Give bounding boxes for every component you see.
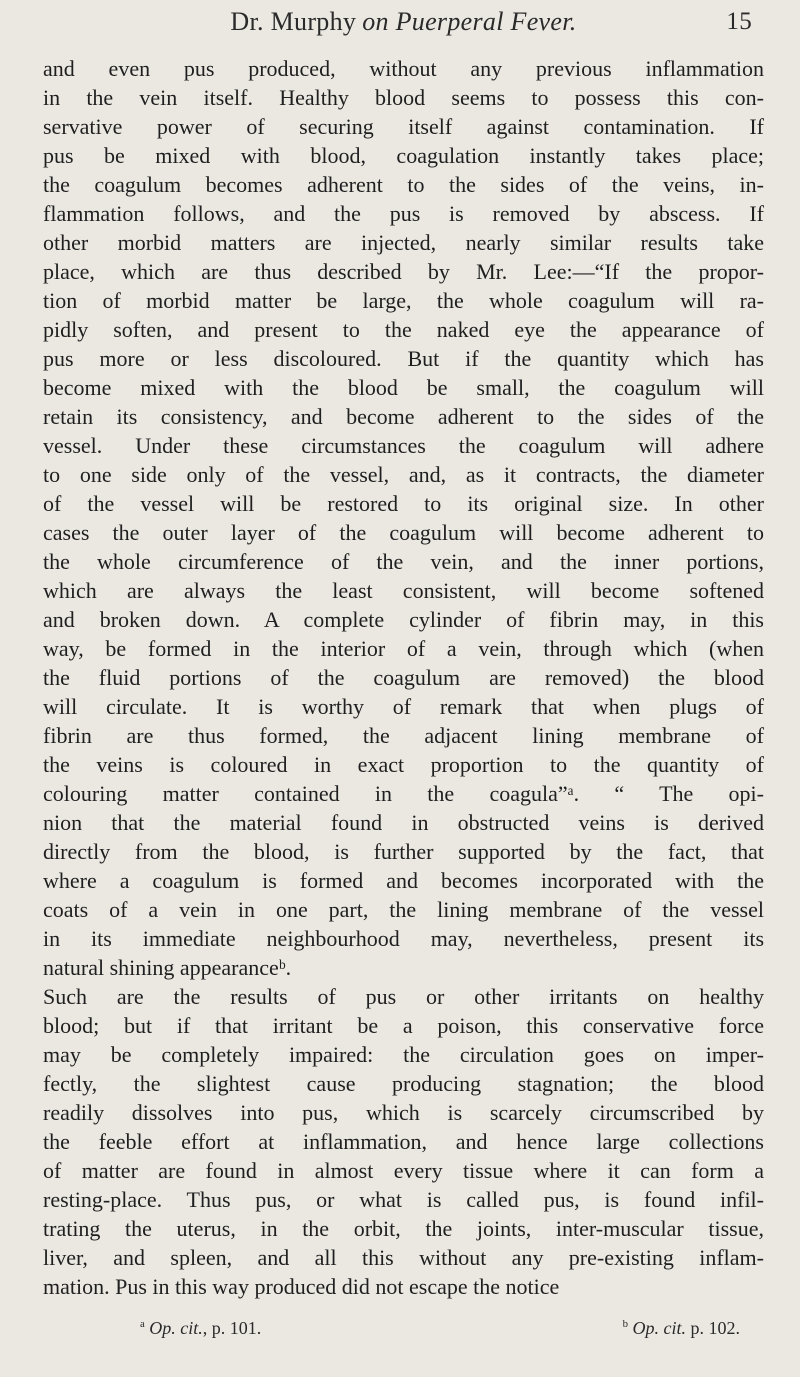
text-line: become mixed with the blood be small, the coagulum will xyxy=(43,375,764,400)
footnotes xyxy=(140,1318,740,1339)
text-line: directly from the blood, is further supported by the fact, that xyxy=(43,839,764,864)
text-line: readily dissolves into pus, which is scarcely circumscribed by xyxy=(43,1100,764,1125)
text-line: colouring matter contained in the coagula”ᵃ. “ The opi- xyxy=(43,781,764,806)
text-line: of matter are found in almost every tissue where it can form a xyxy=(43,1158,764,1183)
footnote-b-ref: Op. cit. xyxy=(632,1318,686,1338)
text-line: pus be mixed with blood, coagulation instantly takes place; xyxy=(43,143,764,168)
text-line: pus more or less discoloured. But if the quantity which has xyxy=(43,346,764,371)
text-line: cases the outer layer of the coagulum will become adherent to xyxy=(43,520,764,545)
text-line: where a coagulum is formed and becomes incorporated with the xyxy=(43,868,764,893)
text-line: retain its consistency, and become adherent to the sides of the xyxy=(43,404,764,429)
text-line: will circulate. It is worthy of remark that when plugs of xyxy=(43,694,764,719)
text-line: vessel. Under these circumstances the coagulum will adhere xyxy=(43,433,764,458)
text-line: coats of a vein in one part, the lining membrane of the vessel xyxy=(43,897,764,922)
text-line: servative power of securing itself against contamination. If xyxy=(43,114,764,139)
text-line: natural shining appearanceᵇ. xyxy=(43,955,292,980)
text-line: of the vessel will be restored to its original size. In other xyxy=(43,491,764,516)
text-line: way, be formed in the interior of a vein, through which (when xyxy=(43,636,764,661)
text-line: fectly, the slightest cause producing stagnation; the blood xyxy=(43,1071,764,1096)
text-line: other morbid matters are injected, nearly similar results take xyxy=(43,230,764,255)
text-line: the feeble effort at inflammation, and hence large collections xyxy=(43,1129,764,1154)
text-line: flammation follows, and the pus is removed by abscess. If xyxy=(43,201,764,226)
page-number: 15 xyxy=(726,8,752,35)
body-text xyxy=(43,54,764,1301)
text-line: liver, and spleen, and all this without any pre-existing inflam- xyxy=(43,1245,764,1270)
running-head-title: on Puerperal Fever. xyxy=(362,7,577,36)
text-line: and broken down. A complete cylinder of fibrin may, in this xyxy=(43,607,764,632)
text-line: fibrin are thus formed, the adjacent lining membrane of xyxy=(43,723,764,748)
text-line: the veins is coloured in exact proportion to the quantity of xyxy=(43,752,764,777)
footnote-a xyxy=(140,1318,261,1339)
text-line: the coagulum becomes adherent to the sides of the veins, in- xyxy=(43,172,764,197)
text-line: nion that the material found in obstructed veins is derived xyxy=(43,810,764,835)
text-line: to one side only of the vessel, and, as it contracts, the diameter xyxy=(43,462,764,487)
text-line: trating the uterus, in the orbit, the joints, inter-muscular tissue, xyxy=(43,1216,764,1241)
footnote-b-page: p. 102. xyxy=(686,1318,740,1338)
book-page xyxy=(0,2,800,1377)
text-line: may be completely impaired: the circulation goes on imper- xyxy=(43,1042,764,1067)
footnote-b xyxy=(623,1318,740,1339)
text-line: mation. Pus in this way produced did not escape the notice xyxy=(43,1274,560,1299)
footnote-b-marker: b xyxy=(622,1318,628,1330)
text-line: which are always the least consistent, will become softened xyxy=(43,578,764,603)
footnote-a-ref: Op. cit. xyxy=(149,1318,203,1338)
text-line: in the vein itself. Healthy blood seems to possess this con- xyxy=(43,85,764,110)
text-line: pidly soften, and present to the naked eye the appearance of xyxy=(43,317,764,342)
running-head-author: Dr. Murphy xyxy=(230,7,357,36)
text-line: resting-place. Thus pus, or what is called pus, is found infil- xyxy=(43,1187,764,1212)
text-line: in its immediate neighbourhood may, nevertheless, present its xyxy=(43,926,764,951)
text-line: tion of morbid matter be large, the whole coagulum will ra- xyxy=(43,288,764,313)
footnote-a-marker: a xyxy=(140,1318,145,1330)
text-line: and even pus produced, without any previous inflammation xyxy=(43,56,764,81)
running-head xyxy=(43,2,764,42)
footnote-a-page: , p. 101. xyxy=(202,1318,262,1338)
text-line: Such are the results of pus or other irritants on healthy xyxy=(43,984,764,1009)
text-line: the fluid portions of the coagulum are removed) the blood xyxy=(43,665,764,690)
text-line: place, which are thus described by Mr. Lee:—“If the propor- xyxy=(43,259,764,284)
text-line: blood; but if that irritant be a poison, this conservative force xyxy=(43,1013,764,1038)
text-line: the whole circumference of the vein, and the inner portions, xyxy=(43,549,764,574)
